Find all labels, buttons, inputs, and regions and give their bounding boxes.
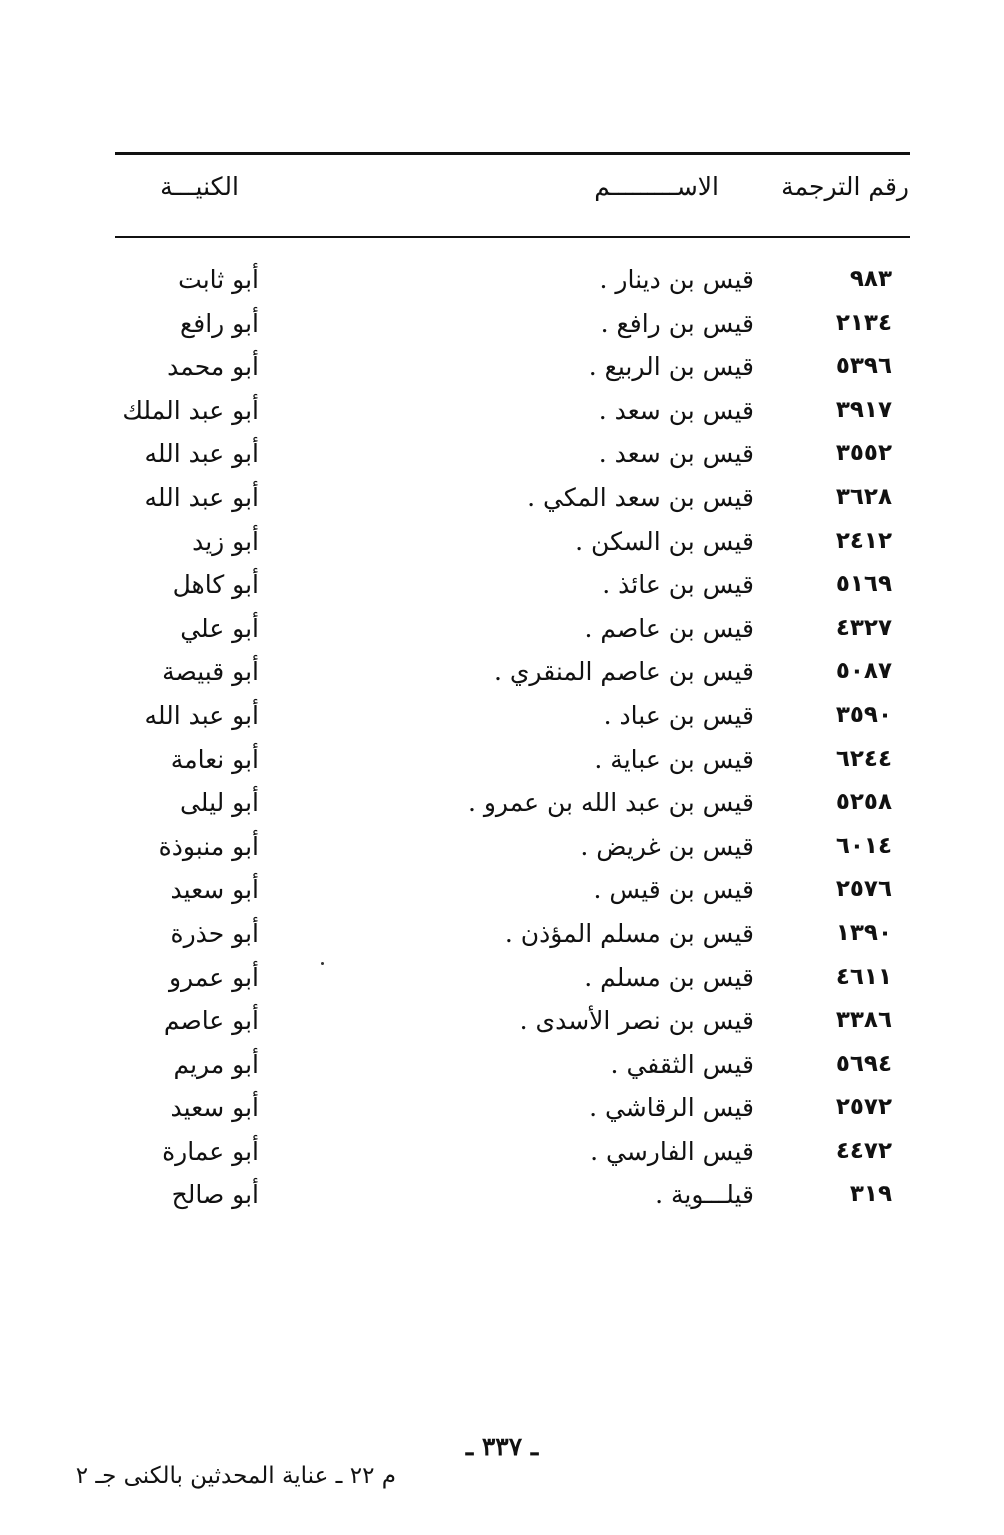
table-row <box>0 563 1004 607</box>
entries-table <box>0 258 1004 1217</box>
entry-name: قيس بن عباية . <box>594 744 754 774</box>
entry-name: قيس بن مسلم . <box>584 962 754 992</box>
entry-name: قيس بن سعد . <box>598 439 754 469</box>
entry-number: ٢١٣٤ <box>835 309 892 336</box>
entry-number: ٣٩١٧ <box>835 396 892 423</box>
entry-kunya: أبو حذرة <box>170 918 259 948</box>
header-name: الاســـــــــم <box>594 172 719 201</box>
header-number: رقم الترجمة <box>781 172 909 201</box>
entry-name: قيس بن عاصم . <box>584 613 754 643</box>
table-row <box>0 389 1004 433</box>
entry-number: ٣٦٢٨ <box>835 483 892 510</box>
entry-name: قيس بن عاصم المنقري . <box>493 657 754 687</box>
table-top-rule <box>115 152 910 155</box>
entry-number: ٤٣٢٧ <box>835 614 892 641</box>
entry-number: ٣٥٥٢ <box>835 440 892 467</box>
entry-name: قيس الرقاشي . <box>589 1093 754 1123</box>
entry-kunya: أبو صالح <box>171 1180 259 1210</box>
entry-kunya: أبو محمد <box>167 352 259 382</box>
entry-number: ٣١٩ <box>849 1181 892 1208</box>
table-row <box>0 999 1004 1043</box>
table-row <box>0 956 1004 1000</box>
entry-kunya: أبو عمارة <box>162 1136 259 1166</box>
entry-name: قيس الثقفي . <box>610 1049 754 1079</box>
entry-kunya: أبو عبد الملك <box>122 395 259 425</box>
entry-name: قيس بن رافع . <box>600 308 754 338</box>
entry-name: قيس بن قيس . <box>593 875 754 905</box>
table-row <box>0 520 1004 564</box>
entry-number: ١٣٩٠ <box>835 919 892 946</box>
entry-kunya: أبو عمرو <box>168 962 259 992</box>
header-kunya: الكنيـــة <box>160 172 239 201</box>
entry-number: ٥٠٨٧ <box>835 658 892 685</box>
table-row <box>0 781 1004 825</box>
entry-number: ٢٥٧٢ <box>835 1094 892 1121</box>
entry-kunya: أبو زيد <box>192 526 259 556</box>
table-row <box>0 825 1004 869</box>
entry-name: قيس الفارسي . <box>590 1136 754 1166</box>
table-row <box>0 476 1004 520</box>
entry-name: قيس بن نصر الأسدى . <box>519 1006 754 1036</box>
entry-kunya: أبو عبد الله <box>144 482 259 512</box>
entry-name: قيس بن مسلم المؤذن . <box>504 918 754 948</box>
entry-number: ٤٦١١ <box>835 963 892 990</box>
table-row <box>0 258 1004 302</box>
entry-name: قيس بن دينار . <box>599 265 754 294</box>
entry-number: ٩٨٣ <box>849 266 892 292</box>
table-row <box>0 738 1004 782</box>
table-row <box>0 345 1004 389</box>
table-row <box>0 868 1004 912</box>
entry-number: ٥٢٥٨ <box>835 789 892 816</box>
entry-name: قيس بن السكن . <box>575 526 754 556</box>
entry-name: قيس بن سعد . <box>598 395 754 425</box>
print-speck <box>321 962 324 965</box>
entry-name: قيس بن عبد الله بن عمرو . <box>467 788 754 818</box>
entry-number: ٦٠١٤ <box>835 832 892 859</box>
table-row <box>0 912 1004 956</box>
entry-kunya: أبو كاهل <box>172 570 259 600</box>
entry-kunya: أبو عبد الله <box>144 700 259 730</box>
entry-name: قيس بن الربيع . <box>588 352 754 382</box>
page-number: ـ ٣٣٧ ـ <box>465 1432 539 1461</box>
entry-number: ٥٣٩٦ <box>835 353 892 380</box>
entry-kunya: أبو قبيصة <box>162 657 259 687</box>
header-bottom-rule <box>115 236 910 238</box>
entry-number: ٢٤١٢ <box>835 527 892 554</box>
entry-number: ٣٥٩٠ <box>835 701 892 728</box>
entry-name: قيلـــوية . <box>655 1180 754 1210</box>
table-row <box>0 694 1004 738</box>
table-row <box>0 1086 1004 1130</box>
entry-number: ٥١٦٩ <box>835 571 892 598</box>
entry-kunya: أبو رافع <box>179 308 259 338</box>
entry-kunya: أبو ليلى <box>179 788 259 818</box>
entry-number: ٥٦٩٤ <box>835 1050 892 1077</box>
entry-name: قيس بن غريض . <box>580 831 754 861</box>
table-row <box>0 432 1004 476</box>
table-row <box>0 1043 1004 1087</box>
entry-kunya: أبو علي <box>180 613 259 643</box>
entry-kunya: أبو نعامة <box>170 744 259 774</box>
entry-number: ٤٤٧٢ <box>835 1137 892 1164</box>
table-row <box>0 1130 1004 1174</box>
table-row <box>0 607 1004 651</box>
entry-number: ٦٢٤٤ <box>835 745 892 772</box>
entry-kunya: أبو سعيد <box>170 875 259 905</box>
footer-signature: م ٢٢ ـ عناية المحدثين بالكنى جـ ٢ <box>75 1463 396 1489</box>
table-row <box>0 302 1004 346</box>
entry-number: ٣٣٨٦ <box>835 1007 892 1034</box>
entry-name: قيس بن عائذ . <box>602 570 754 600</box>
entry-kunya: أبو ثابت <box>178 265 259 294</box>
entry-name: قيس بن عباد . <box>603 700 754 730</box>
table-row <box>0 650 1004 694</box>
entry-name: قيس بن سعد المكي . <box>527 482 754 512</box>
entry-kunya: أبو عبد الله <box>144 439 259 469</box>
entry-kunya: أبو منبوذة <box>158 831 259 861</box>
table-row <box>0 1173 1004 1217</box>
entry-kunya: أبو مريم <box>173 1049 259 1079</box>
entry-kunya: أبو عاصم <box>163 1006 259 1036</box>
entry-kunya: أبو سعيد <box>170 1093 259 1123</box>
entry-number: ٢٥٧٦ <box>835 876 892 903</box>
